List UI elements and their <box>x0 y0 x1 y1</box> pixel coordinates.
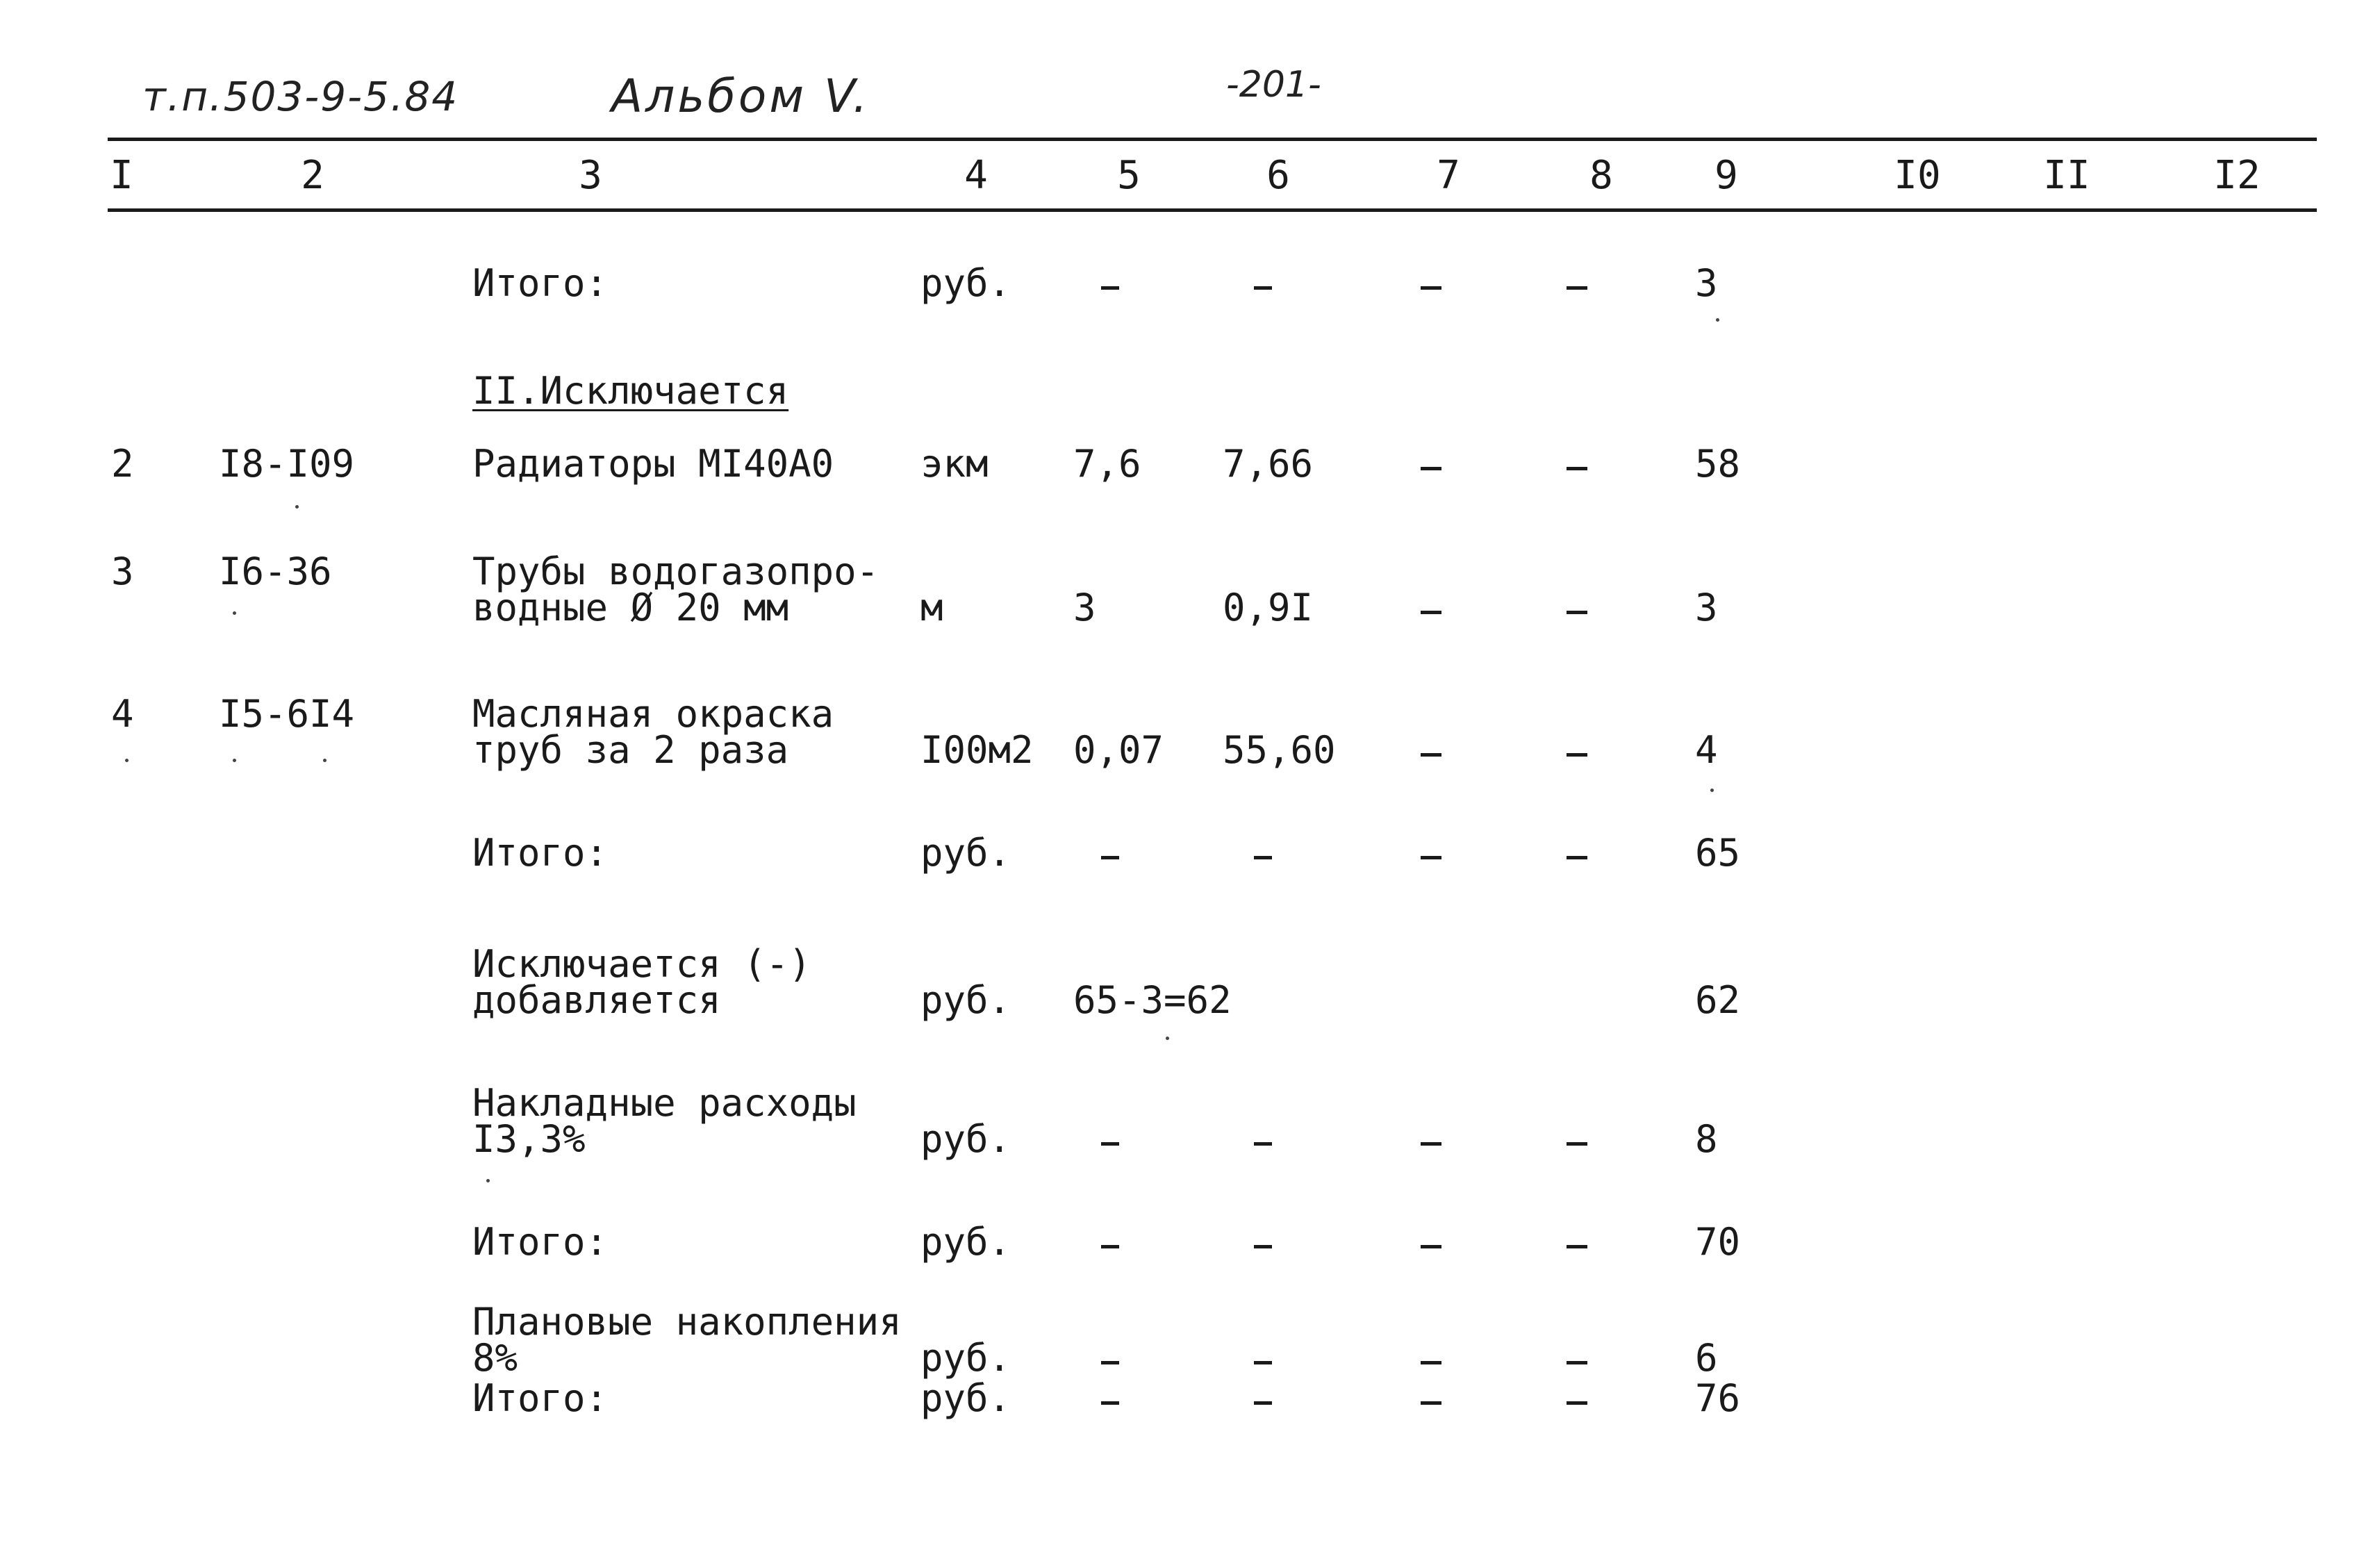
album-label: Альбом V. <box>611 69 870 123</box>
column-header-12: I2 <box>2213 153 2261 198</box>
empty-dash-col-5 <box>1101 286 1119 290</box>
empty-dash-col-5 <box>1101 1361 1119 1364</box>
column-header-9: 9 <box>1714 153 1738 198</box>
empty-dash-col-7 <box>1421 467 1441 470</box>
column-header-11: II <box>2043 153 2090 198</box>
column-header-7: 7 <box>1437 153 1460 198</box>
empty-dash-col-7 <box>1421 1401 1441 1405</box>
empty-dash-col-6 <box>1254 1245 1272 1248</box>
item-name-line: Трубы водогазопро- <box>472 550 879 593</box>
item-name-line: водные Ø 20 мм <box>472 586 789 629</box>
total-cost-cell: 65 <box>1695 831 1741 875</box>
header-bottom-rule <box>108 208 2317 212</box>
total-cost-cell: 8 <box>1695 1117 1718 1161</box>
item-name-line: 8% <box>472 1336 518 1380</box>
unit-cell: руб. <box>920 1220 1011 1264</box>
item-name-line: I3,3% <box>472 1117 586 1161</box>
total-cost-cell: 4 <box>1695 728 1718 772</box>
norm-code: I6-36 <box>219 550 332 593</box>
unit-cell: руб. <box>920 978 1011 1022</box>
empty-dash-col-8 <box>1567 1245 1587 1248</box>
norm-code: I5-6I4 <box>219 692 355 736</box>
empty-dash-col-8 <box>1567 1142 1587 1146</box>
unit-cell: I00м2 <box>920 728 1034 772</box>
row-number: 4 <box>111 692 134 736</box>
item-name-line: Масляная окраска <box>472 692 834 736</box>
row-number: 2 <box>111 442 134 486</box>
quantity-cell: 65-3=62 <box>1073 978 1232 1022</box>
empty-dash-col-8 <box>1567 611 1587 614</box>
total-cost-cell: 76 <box>1695 1376 1741 1420</box>
empty-dash-col-8 <box>1567 1361 1587 1364</box>
empty-dash-col-7 <box>1421 1142 1441 1146</box>
unit-cell: руб. <box>920 1336 1011 1380</box>
unit-cell: экм <box>920 442 989 486</box>
column-header-1: I <box>110 153 133 198</box>
empty-dash-col-6 <box>1254 856 1272 859</box>
column-header-2: 2 <box>301 153 324 198</box>
unit-price-cell: 0,9I <box>1223 586 1314 629</box>
empty-dash-col-5 <box>1101 1245 1119 1248</box>
total-cost-cell: 6 <box>1695 1336 1718 1380</box>
empty-dash-col-5 <box>1101 1142 1119 1146</box>
unit-cell: руб. <box>920 831 1011 875</box>
unit-price-cell: 55,60 <box>1223 728 1336 772</box>
empty-dash-col-7 <box>1421 856 1441 859</box>
item-name-line: Накладные расходы <box>472 1081 857 1125</box>
unit-price-cell: 7,66 <box>1223 442 1314 486</box>
empty-dash-col-6 <box>1254 286 1272 290</box>
column-header-5: 5 <box>1117 153 1141 198</box>
empty-dash-col-6 <box>1254 1401 1272 1405</box>
empty-dash-col-8 <box>1567 753 1587 757</box>
page-number: -201- <box>1226 64 1321 106</box>
document-code: т.п.503-9-5.84 <box>142 73 459 120</box>
column-header-4: 4 <box>964 153 988 198</box>
empty-dash-col-7 <box>1421 1361 1441 1364</box>
total-cost-cell: 58 <box>1695 442 1741 486</box>
item-name-line: Итого: <box>472 261 609 305</box>
quantity-cell: 3 <box>1073 586 1096 629</box>
item-name-line: Плановые накопления <box>472 1300 902 1344</box>
column-header-10: I0 <box>1894 153 1941 198</box>
empty-dash-col-8 <box>1567 286 1587 290</box>
item-name-line: II.Исключается <box>472 369 789 413</box>
header-top-rule <box>108 138 2317 141</box>
empty-dash-col-6 <box>1254 1361 1272 1364</box>
norm-code: I8-I09 <box>219 442 355 486</box>
unit-cell: руб. <box>920 261 1011 305</box>
empty-dash-col-6 <box>1254 1142 1272 1146</box>
empty-dash-col-5 <box>1101 856 1119 859</box>
total-cost-cell: 3 <box>1695 261 1718 305</box>
empty-dash-col-8 <box>1567 856 1587 859</box>
item-name-line: труб за 2 раза <box>472 728 789 772</box>
item-name-line: Итого: <box>472 1220 609 1264</box>
item-name-line: Исключается (-) <box>472 942 811 986</box>
item-name-line: Радиаторы MI40A0 <box>472 442 834 486</box>
empty-dash-col-7 <box>1421 611 1441 614</box>
total-cost-cell: 70 <box>1695 1220 1741 1264</box>
empty-dash-col-7 <box>1421 753 1441 757</box>
empty-dash-col-5 <box>1101 1401 1119 1405</box>
empty-dash-col-7 <box>1421 1245 1441 1248</box>
column-header-6: 6 <box>1266 153 1290 198</box>
item-name-line: Итого: <box>472 831 609 875</box>
item-name-line: Итого: <box>472 1376 609 1420</box>
column-header-8: 8 <box>1589 153 1613 198</box>
total-cost-cell: 62 <box>1695 978 1741 1022</box>
unit-cell: м <box>920 586 943 629</box>
column-header-3: 3 <box>579 153 602 198</box>
quantity-cell: 7,6 <box>1073 442 1141 486</box>
empty-dash-col-8 <box>1567 467 1587 470</box>
empty-dash-col-7 <box>1421 286 1441 290</box>
unit-cell: руб. <box>920 1117 1011 1161</box>
quantity-cell: 0,07 <box>1073 728 1164 772</box>
row-number: 3 <box>111 550 134 593</box>
empty-dash-col-8 <box>1567 1401 1587 1405</box>
item-name-line: добавляется <box>472 978 721 1022</box>
total-cost-cell: 3 <box>1695 586 1718 629</box>
unit-cell: руб. <box>920 1376 1011 1420</box>
